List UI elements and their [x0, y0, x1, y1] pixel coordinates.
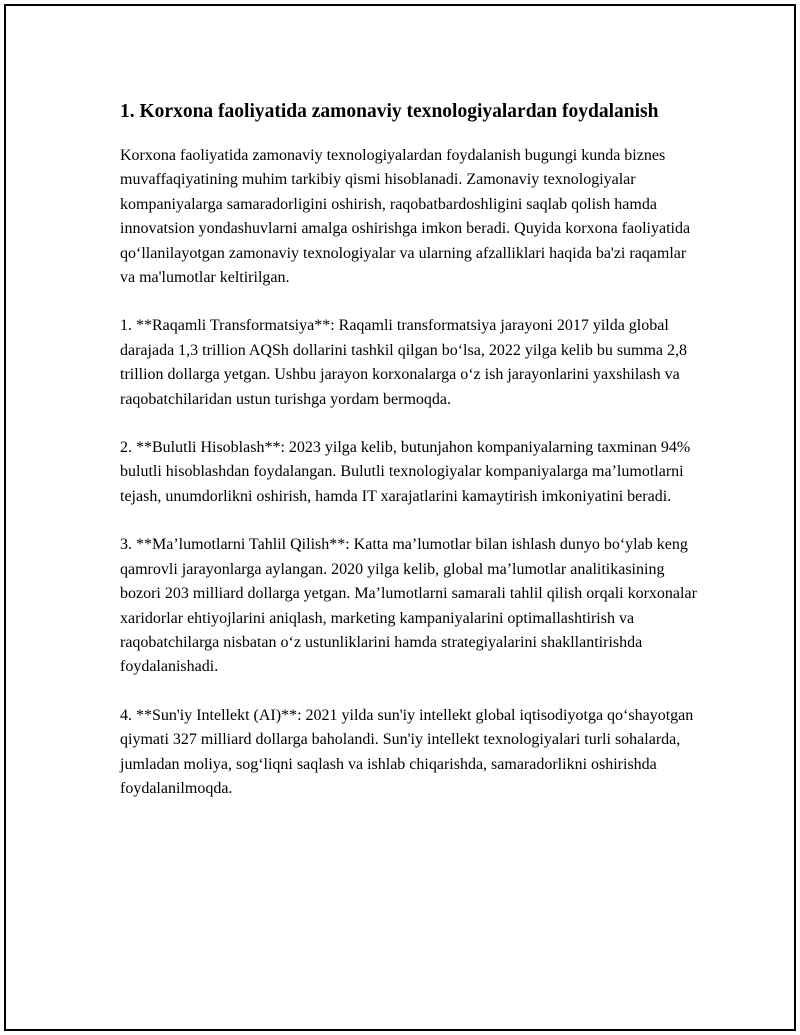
paragraph-digital-transformation: 1. **Raqamli Transformatsiya**: Raqamli transformatsiya jarayoni 2017 yilda global darajada 1,3 trillion AQSh dollarini tashkil qilgan bo‘lsa, 2022 yilga kelib bu summa 2,8 trillion dollarga yetgan. Ushbu jarayon korxonalarga o‘z ish jarayonlarini yaxshilash va raqobatchilaridan ustun turishga yordam bermoqda.: [120, 317, 688, 408]
page-frame: [4, 4, 796, 1031]
paragraph-artificial-intelligence: 4. **Sun'iy Intellekt (AI)**: 2021 yilda sun'iy intellekt global iqtisodiyotga qo‘shayotgan qiymati 327 milliard dollarga baholandi. Sun'iy intellekt texnologiyalari turli sohalarda, jumladan moliya, sog‘liqni saqlash va ishlab chiqarishda, samaradorlikni oshirishda foydalanilmoqda.: [120, 706, 694, 797]
intro-paragraph: Korxona faoliyatida zamonaviy texnologiyalardan foydalanish bugungi kunda biznes muvaffaqiyatining muhim tarkibiy qismi hisoblanadi. Zamonaviy texnologiyalar kompaniyalarga samaradorligini oshirish, raqobatbardoshligini saqlab qolish hamda innovatsion yondashuvlarni amalga oshirishga imkon beradi. Quyida korxona faoliyatida qo‘llanilayotgan zamonaviy texnologiyalar va ularning afzalliklari haqida ba'zi raqamlar va ma'lumotlar keltirilgan.: [120, 147, 691, 287]
paragraph-cloud-computing: 2. **Bulutli Hisoblash**: 2023 yilga kelib, butunjahon kompaniyalarning taxminan 94% bulutli hisoblashdan foydalangan. Bulutli texnologiyalar kompaniyalarga ma’lumotlarni tejash, unumdorlikni oshirish, hamda IT xarajatlarini kamaytirish imkoniyatini beradi.: [120, 439, 691, 505]
section-heading: 1. Korxona faoliyatida zamonaviy texnologiyalardan foydalanish: [120, 101, 659, 122]
paragraph-data-analysis: 3. **Ma’lumotlarni Tahlil Qilish**: Katta ma’lumotlar bilan ishlash dunyo bo‘ylab keng qamrovli jarayonlarga aylangan. 2020 yilga kelib, global ma’lumotlar analitikasining bozori 203 milliard dollarga yetgan. Ma’lumotlarni samarali tahlil qilish orqali korxonalar xaridorlar ehtiyojlarini aniqlash, marketing kampaniyalarini optimallashtirish va raqobatchilarga nisbatan o‘z ustunliklarini hamda strategiyalarini shakllantirishda foydalanishadi.: [120, 536, 697, 676]
document-body: [120, 98, 700, 825]
